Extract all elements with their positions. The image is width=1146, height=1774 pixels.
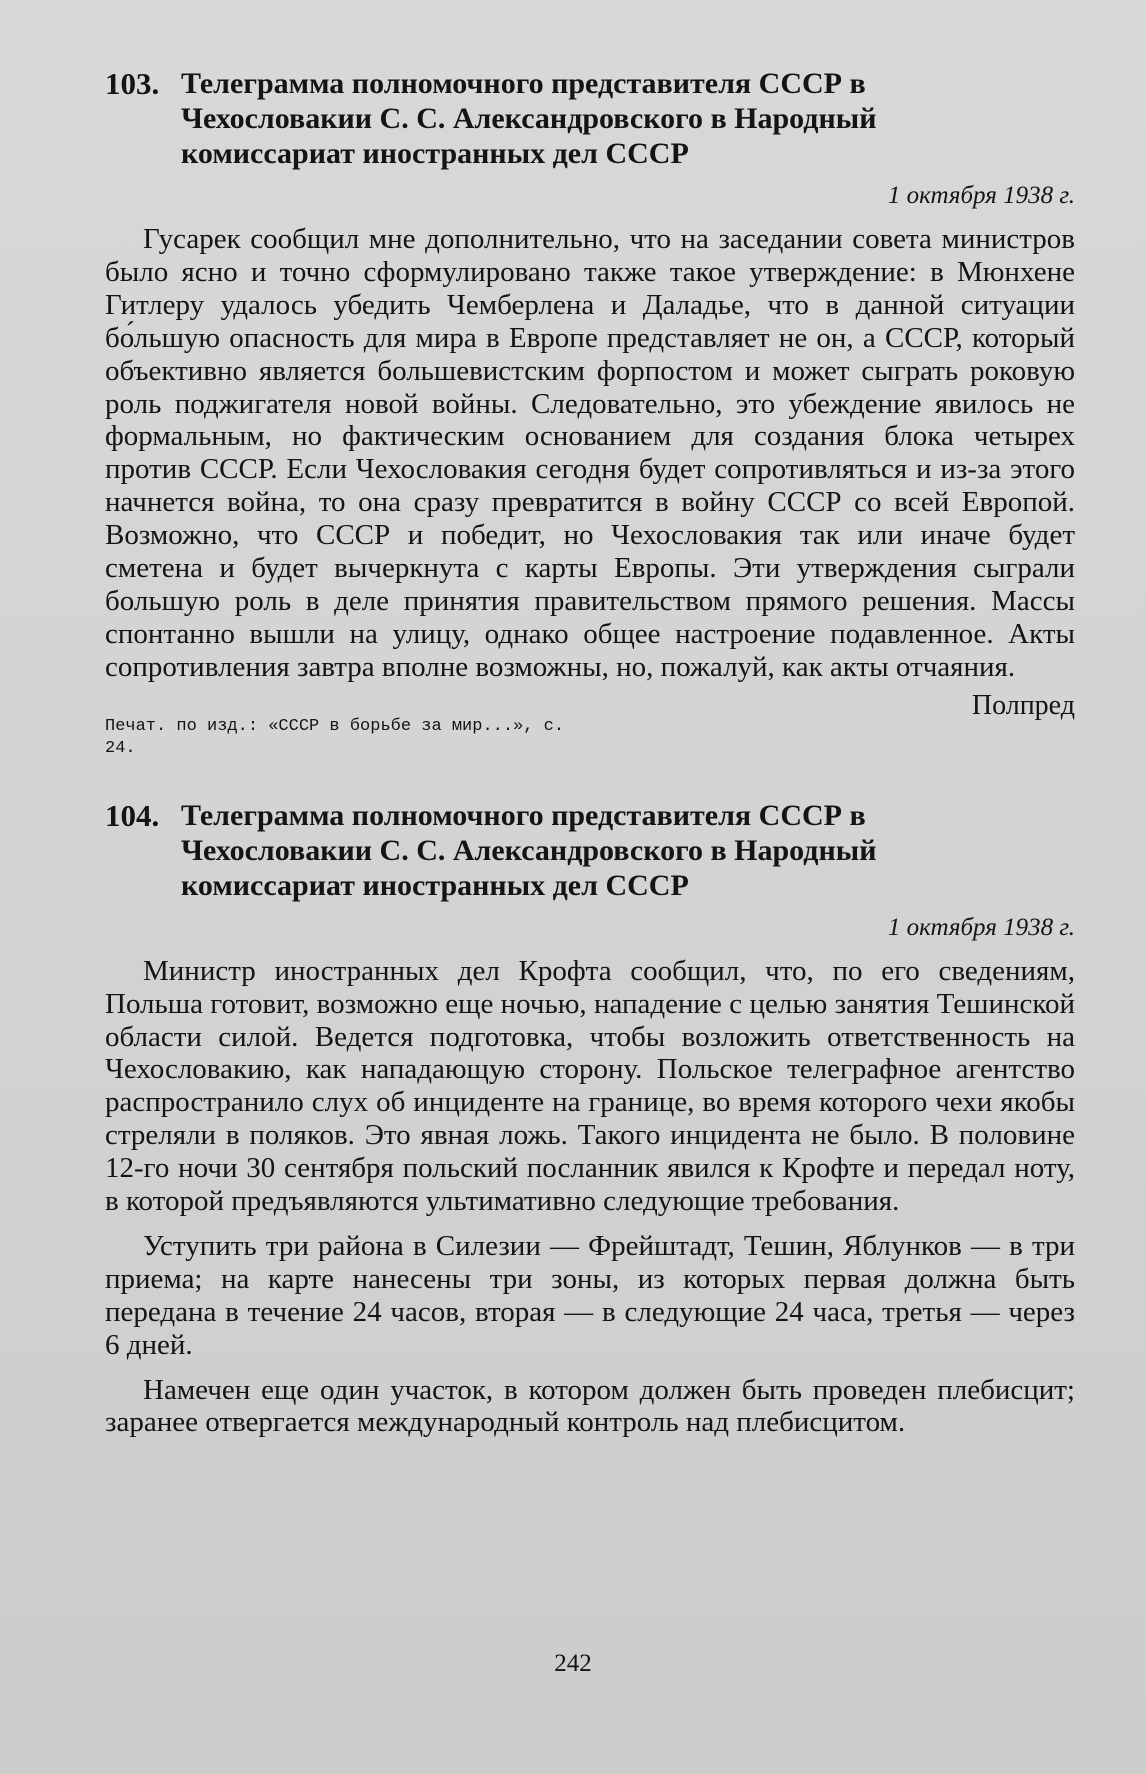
document-header — [105, 66, 1075, 171]
document-paragraph: Гусарек сообщил мне дополнительно, что на заседании совета министров было ясно и точно сформулировано также такое утверждение: в Мюнхене Гитлеру удалось убедить Чемберлена и Даладье, что в данной ситуации бо́льшую опасность для мира в Европе представляет не он, а СССР, который объективно является большевистским форпостом и может сыграть роковую роль поджигателя новой войны. Следовательно, это убеждение явилось не формальным, но фактическим основанием для создания блока четырех против СССР. Если Чехословакия сегодня будет сопротивляться и из-за этого начнется война, то она сразу превратится в войну СССР со всей Европой. Возможно, что СССР и победит, но Чехословакия так или иначе будет сметена и будет вычеркнута с карты Европы. Эти утверждения сыграли большую роль в деле принятия правительством прямого решения. Массы спонтанно вышли на улицу, однако общее настроение подавленное. Акты сопротивления завтра вполне возможны, но, пожалуй, как акты отчаяния. — [105, 223, 1075, 683]
document-number: 104. — [105, 797, 160, 833]
document-date: 1 октября 1938 г. — [887, 182, 1075, 209]
document-title: Телеграмма полномочного представителя СССР в Чехословакии С. С. Александровского в Народный комиссариат иностранных дел СССР — [181, 67, 877, 170]
document-104 — [105, 798, 1075, 1440]
document-103 — [105, 66, 1075, 760]
source-note: Печат. по изд.: «СССР в борьбе за мир...», с. 24. — [105, 716, 565, 758]
document-date: 1 октября 1938 г. — [887, 913, 1075, 941]
signature: Полпред — [971, 689, 1075, 721]
document-paragraph: Намечен еще один участок, в котором должен быть проведен плебисцит; заранее отвергается международный контроль над плебисцитом. — [105, 1373, 1075, 1439]
document-header — [105, 798, 1075, 903]
document-number: 103. — [105, 66, 160, 101]
page-number: 242 — [554, 1650, 592, 1677]
document-paragraph: Министр иностранных дел Крофта сообщил, что, по его сведениям, Польша готовит, возможно еще ночью, нападение с целью занятия Тешинской области силой. Ведется подготовка, чтобы возложить ответственность на Чехословакию, как нападающую сторону. Польское телеграфное агентство распространило слух об инциденте на границе, во время которого чехи якобы стреляли в поляков. Это явная ложь. Такого инцидента не было. В половине 12-го ночи 30 сентября польский посланник явился к Крофте и передал ноту, в которой предъявляются ультимативно следующие требования. — [105, 954, 1075, 1218]
page-content — [105, 66, 1075, 1439]
document-paragraph: Уступить три района в Силезии — Фрейштадт, Тешин, Яблунков — в три приема; на карте нанесены три зоны, из которых первая должна быть передана в течение 24 часов, вторая — в следующие 24 часа, третья — через 6 дней. — [105, 1229, 1075, 1361]
document-title: Телеграмма полномочного представителя СССР в Чехословакии С. С. Александровского в Народный комиссариат иностранных дел СССР — [181, 798, 877, 902]
